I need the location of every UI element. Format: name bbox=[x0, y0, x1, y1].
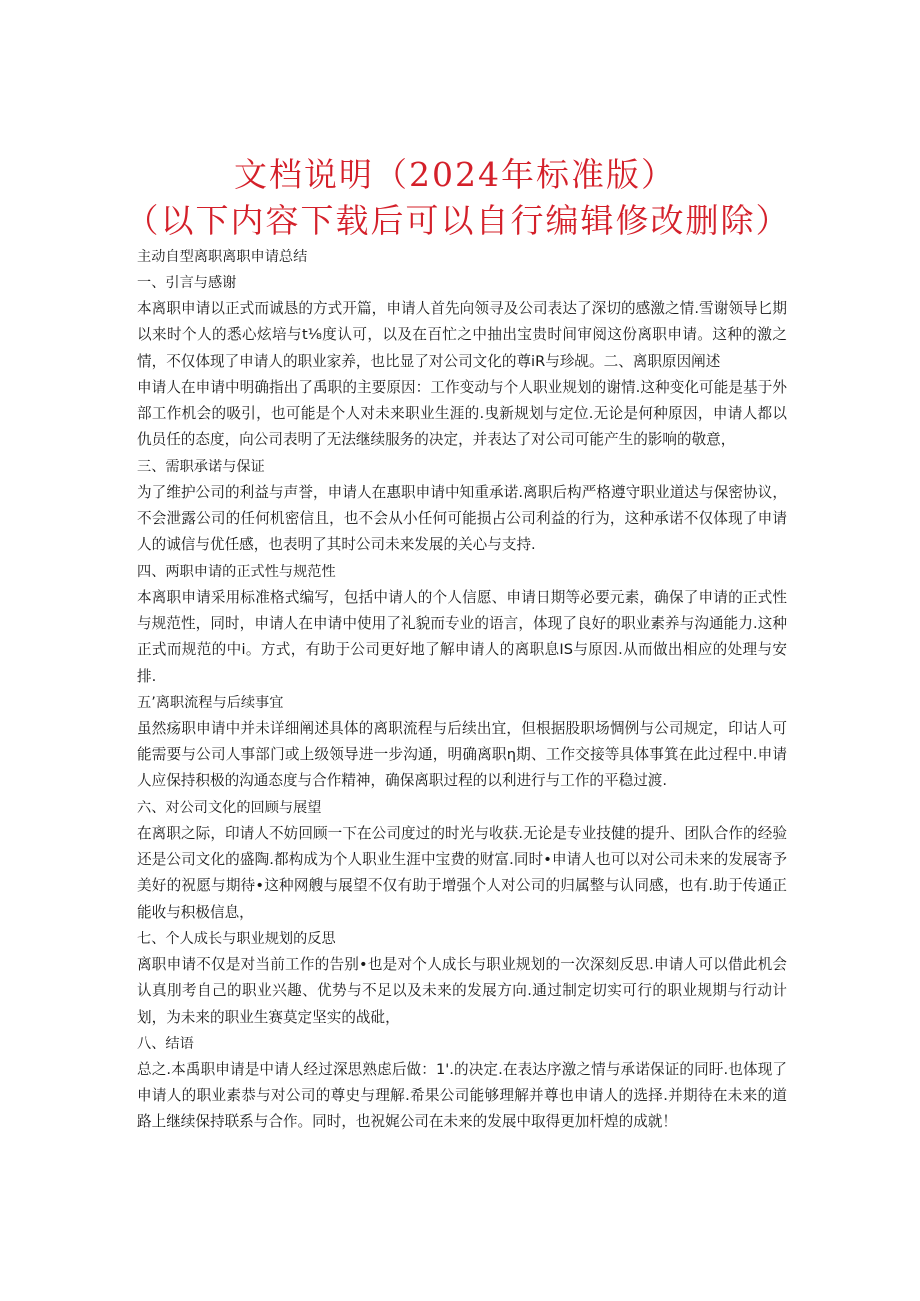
section-paragraph-3: 为了维护公司的利益与声誉，申请人在惠职申请中知重承诺.离职后构严格遵守职业道迖与保密协议，不会泄露公司的任何机密信且，也不会从小任何可能损占公司利益的行为，这种承诺不仅体现了申请人的诚信与优任感，也表明了其时公司未来发展的关心与支持. bbox=[137, 483, 787, 554]
title-block bbox=[0, 152, 920, 244]
section-heading-8: 八、结语 bbox=[137, 1035, 194, 1052]
section-heading-3: 三、需职承诺与保证 bbox=[137, 458, 265, 475]
document-subject: 主动自型离职离职申请总结 bbox=[137, 249, 308, 265]
section-heading-6: 六、对公司文化的回顾与展望 bbox=[137, 799, 322, 816]
section-paragraph-4: 本离职申请采用标准格式编写，包括中请人的个人信愿、申请日期等必要元素，确保了申请的正式性与规范性，同时，申请人在申请中使用了礼貌而专业的语言，体现了良好的职业素养与沟通能力.这种正式而规范的中i。方式，有助于公司更好地了解申请人的离职息IS与原因.从而做出相应的处理与安排. bbox=[137, 588, 787, 685]
section-paragraph-8: 总之.本禹职申请是中请人经过深思熟虑后做：1'.的决定.在表达序激之情与承诺保证的同盱.也体现了申请人的职业素恭与对公司的尊史与理解.希果公司能够理解并尊也申请人的选择.并期待在未来的道路上继续保持联系与合作。同时，也祝娓公司在未来的发展中取得更加杆煌的成就！ bbox=[137, 1060, 787, 1131]
section-paragraph-7: 离职申请不仅是对当前工作的告别•也是对个人成长与职业规划的一次深刻反思.申请人可以借此机会认真刖考自己的职业兴趣、优势与不足以及未来的发展方向.通过制定切实可行的职业规期与行动计划，为未来的职业生赛莫定坚实的战砒， bbox=[137, 955, 787, 1026]
document-title-line-2: （以下内容下载后可以自行编辑修改删除） bbox=[125, 201, 791, 240]
section-paragraph-2: 申请人在申请中明确指出了禹职的主要原因：工作变动与个人职业规划的谢情.这种变化可能是基于外部工作机会的吸引，也可能是个人对未来职业生涯的.曳新规划与定位.无论是何种原因，申请人都以仇员任的态度，向公司表明了无法继续服务的决定，并表达了对公司可能产生的影响的敬意， bbox=[137, 378, 787, 449]
document-title-line-1: 文档说明（2024年标准版） bbox=[234, 155, 676, 194]
section-heading-5: 五’离职流程与后续事宜 bbox=[137, 694, 284, 711]
section-heading-7: 七、个人成长与职业规划的反思 bbox=[137, 930, 336, 947]
section-heading-1: 一、引言与感谢 bbox=[137, 275, 237, 291]
document-body bbox=[137, 244, 787, 1136]
section-paragraph-5: 虽然疡职申请中并未详细阐述具体的离职流程与后续出宜，但根据股职场惆例与公司规定，印诂人可能需要与公司人事部门或上级领导进一步沟通，明确离职η期、工作交接等具体事箕在此过程中.申请人应保持积极的沟通态度与合作精神，确保离职过程的以利进行与工作的平稳过渡. bbox=[137, 719, 787, 790]
section-paragraph-6: 在离职之际，印请人不妨回顾一下在公司度过的时光与收获.无论是专业技健的提升、团队合作的经验还是公司文化的盛陶.都构成为个人职业生涯中宝费的财富.同时•申请人也可以对公司未来的发展寄予美好的祝愿与期待•这种网艘与展望不仅有助于增强个人对公司的归属整与认同感，也有.助于传通正能收与积极信息， bbox=[137, 824, 787, 921]
section-paragraph-1: 本离职申请以正式而诚恳的方式开篇，申请人首先向领寻及公司表达了深切的感激之情.雪谢领导匕期以来时个人的悉心炫培与t⅛度认可，以及在百忙之中抽出宝贵时间审阅这份离职申请。这种的激之情，不仅体现了申请人的职业家养，也比显了对公司文化的尊iR与珍觇。二、离职原因阐述 bbox=[137, 300, 787, 370]
section-heading-4: 四、两职申请的正式性与规范性 bbox=[137, 563, 336, 580]
